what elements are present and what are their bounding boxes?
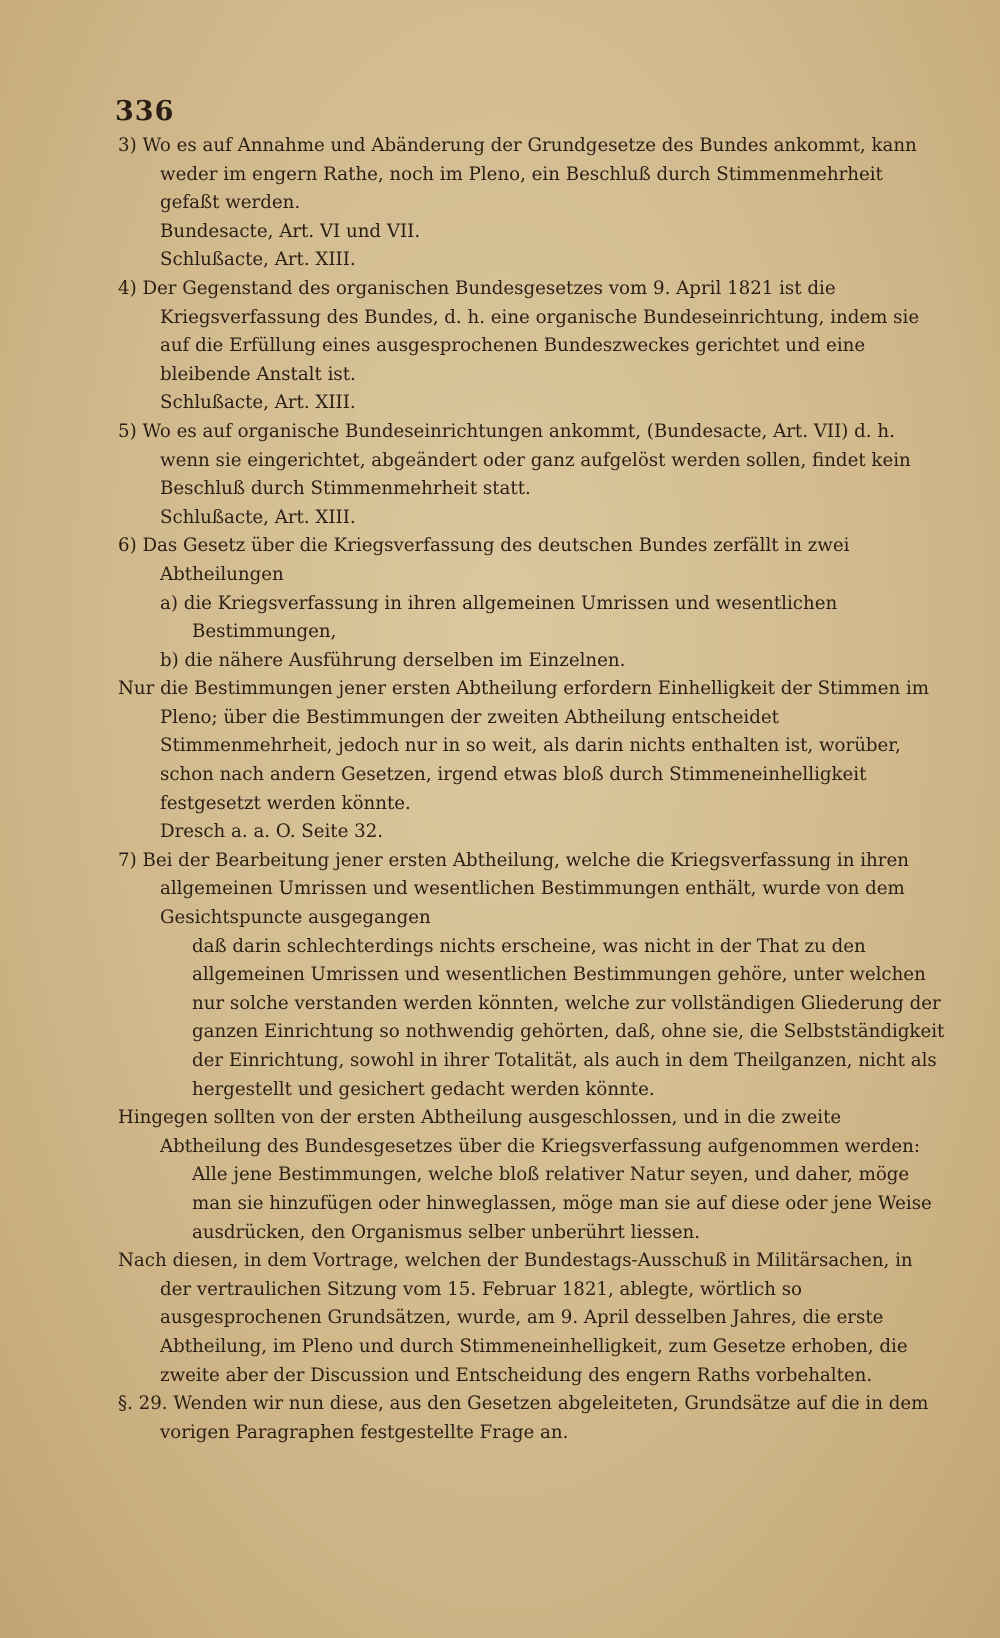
paragraph: Schlußacte, Art. XIII.: [160, 392, 356, 414]
paragraph: 6) Das Gesetz über die Kriegsverfassung des deutschen Bundes zerfällt in zwei Abtheilungen: [118, 535, 850, 585]
paragraph: Schlußacte, Art. XIII.: [160, 249, 356, 271]
paragraph: b) die nähere Ausführung derselben im Einzelnen.: [160, 649, 626, 671]
paragraph: Nach diesen, in dem Vortrage, welchen der Bundestags-Ausschuß in Militärsachen, in der vertraulichen Sitzung vom 15. Februar 1821, ablegte, wörtlich so ausgesprochenen Grundsätzen, wurde, am 9. April desselben Jahres, die erste Abtheilung, im Pleno und durch Stimmeneinhelligkeit, zum Gesetze erhoben, die zweite aber der Discussion und Entscheidung des engern Raths vorbehalten.: [118, 1250, 913, 1386]
paragraph: 3) Wo es auf Annahme und Abänderung der Grundgesetze des Bundes ankommt, kann weder im engern Rathe, noch im Pleno, ein Beschluß durch Stimmenmehrheit gefaßt werden.: [118, 135, 917, 214]
paragraph: daß darin schlechterdings nichts erscheine, was nicht in der That zu den allgemeinen Umrissen und wesentlichen Bestimmungen gehöre, unter welchen nur solche verstanden werden könnten, welche zur vollständigen Gliederung der ganzen Einrichtung so nothwendig gehörten, daß, ohne sie, die Selbstständigkeit der Einrichtung, sowohl in ihrer Totalität, als auch in dem Theilganzen, nicht als hergestellt und gesichert gedacht werden könnte.: [192, 935, 945, 1100]
paragraph: Schlußacte, Art. XIII.: [160, 506, 356, 528]
paragraph: Bundesacte, Art. VI und VII.: [160, 220, 421, 242]
paragraph: Nur die Bestimmungen jener ersten Abtheilung erfordern Einhelligkeit der Stimmen im Pleno; über die Bestimmungen der zweiten Abtheilung entscheidet Stimmenmehrheit, jedoch nur in so weit, als darin nichts enthalten ist, worüber, schon nach andern Gesetzen, irgend etwas bloß durch Stimmeneinhelligkeit festgesetzt werden könnte.: [118, 678, 930, 814]
paragraph: 7) Bei der Bearbeitung jener ersten Abtheilung, welche die Kriegsverfassung in ihren allgemeinen Umrissen und wesentlichen Bestimmungen enthält, wurde von dem Gesichtspuncte ausgegangen: [118, 849, 909, 929]
paragraph: Hingegen sollten von der ersten Abtheilung ausgeschlossen, und in die zweite Abtheilung des Bundesgesetzes über die Kriegsverfassung aufgenommen werden:: [118, 1107, 921, 1157]
paragraph: Alle jene Bestimmungen, welche bloß relativer Natur seyen, und daher, möge man sie hinzufügen oder hinweglassen, möge man sie auf diese oder jene Weise ausdrücken, den Organismus selber unberührt liessen.: [192, 1164, 932, 1243]
paragraph: Bestimmungen,: [192, 621, 337, 643]
paragraph: Dresch a. a. O. Seite 32.: [160, 821, 384, 843]
body-text: [118, 132, 946, 1447]
paragraph: §. 29. Wenden wir nun diese, aus den Gesetzen abgeleiteten, Grundsätze auf die in dem vorigen Paragraphen festgestellte Frage an.: [118, 1393, 929, 1443]
paragraph: a) die Kriegsverfassung in ihren allgemeinen Umrissen und wesentlichen: [160, 592, 838, 614]
paragraph: 4) Der Gegenstand des organischen Bundesgesetzes vom 9. April 1821 ist die Kriegsverfassung des Bundes, d. h. eine organische Bundeseinrichtung, indem sie auf die Erfüllung eines ausgesprochenen Bundeszweckes gerichtet und eine bleibende Anstalt ist.: [118, 277, 920, 385]
paragraph: 5) Wo es auf organische Bundeseinrichtungen ankommt, (Bundesacte, Art. VII) d. h. wenn sie eingerichtet, abgeändert oder ganz aufgelöst werden sollen, findet kein Beschluß durch Stimmenmehrheit statt.: [118, 420, 911, 500]
page-number: 336: [115, 96, 175, 127]
